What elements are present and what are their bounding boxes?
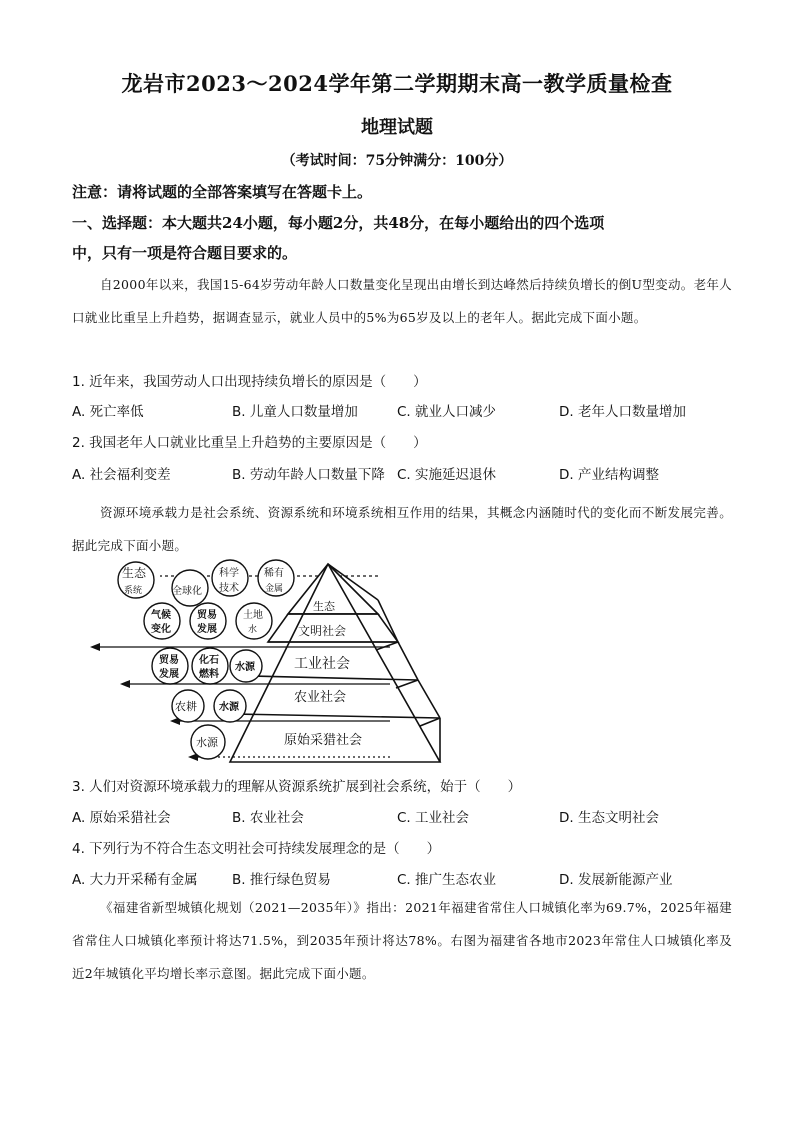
tier-edge-4	[420, 718, 440, 726]
factor-trade-bottom: 发展	[197, 624, 217, 635]
factor-water5: 水源	[196, 736, 218, 749]
level-label-primitive: 原始采猎社会	[284, 733, 363, 748]
factor-science-bottom: 技术	[219, 583, 239, 594]
arrow-head-2	[90, 643, 100, 651]
factor-ecosystem-bottom: 系统	[124, 586, 143, 596]
q3-option-b[interactable]: B. 农业社会	[232, 810, 304, 826]
factor-row-3	[152, 648, 262, 684]
exam-title: 龙岩市2023～2024学年第二学期期末高一教学质量检查	[121, 71, 673, 96]
q3-option-d[interactable]: D. 生态文明社会	[559, 810, 659, 826]
q4-option-c[interactable]: C. 推广生态农业	[397, 872, 497, 888]
notice: 注意：请将试题的全部答案填写在答题卡上。	[72, 183, 373, 201]
factor-climate-top: 气候	[151, 610, 171, 621]
factor-land-top: 土地	[243, 610, 263, 621]
factor-farming: 农耕	[175, 700, 197, 713]
tier-divider-4	[235, 714, 440, 718]
factor-trade2-bottom: 发展	[159, 669, 179, 680]
q2-option-c[interactable]: C. 实施延迟退休	[397, 467, 497, 483]
material-paragraph-3: 《福建省新型城镇化规划（2021—2035年）》指出：2021年福建省常住人口城镇化率为69.7%，2025年福建省常住人口城镇化率预计将达71.5%，到2035年预计将达78%。右图为福建省各地市2023年常住人口城镇化率及近2年城镇化平均增长率示意图。据此完成下面小题。	[72, 900, 732, 981]
pyramid-side-4	[418, 680, 440, 718]
material-paragraph-1: 自2000年以来，我国15-64岁劳动年龄人口数量变化呈现出由增长到达峰然后持续负增长的倒U型变动。老年人口就业比重呈上升趋势，据调查显示，就业人员中的5%为65岁及以上的老年人。据此完成下面小题。	[72, 277, 732, 325]
factor-rare-metal-top: 稀有	[264, 568, 284, 579]
question-3-stem: 3. 人们对资源环境承载力的理解从资源系统扩展到社会系统，始于（ ）	[72, 779, 522, 795]
question-1-stem: 1. 近年来，我国劳动人口出现持续负增长的原因是（ ）	[72, 374, 427, 390]
q2-option-a[interactable]: A. 社会福利变差	[72, 467, 171, 483]
factor-land-bottom: 水	[248, 625, 258, 635]
level-label-ecological: 文明社会	[298, 624, 347, 638]
material-paragraph-2: 资源环境承载力是社会系统、资源系统和环境系统相互作用的结果，其概念内涵随时代的变化而不断发展完善。据此完成下面小题。	[72, 505, 732, 553]
q1-option-c[interactable]: C. 就业人口减少	[397, 404, 497, 420]
level-label-agricultural: 农业社会	[294, 690, 347, 705]
factor-trade-top: 贸易	[197, 610, 217, 621]
factor-trade2-top: 贸易	[159, 655, 179, 666]
q4-option-d[interactable]: D. 发展新能源产业	[559, 872, 673, 888]
q4-option-a[interactable]: A. 大力开采稀有金属	[72, 872, 198, 888]
question-3-options	[72, 806, 732, 826]
factor-ecosystem-top: 生态	[122, 566, 147, 580]
q4-option-b[interactable]: B. 推行绿色贸易	[232, 872, 331, 888]
q2-option-d[interactable]: D. 产业结构调整	[559, 467, 659, 483]
factor-row-5	[191, 725, 225, 759]
section-heading-line2: 中，只有一项是符合题目要求的。	[72, 244, 298, 262]
q1-option-a[interactable]: A. 死亡率低	[72, 404, 144, 420]
factor-fossil-top: 化石	[199, 655, 219, 666]
factor-rare-metal-bottom: 金属	[265, 584, 284, 594]
factor-climate-bottom: 变化	[151, 624, 171, 635]
factor-science-top: 科学	[219, 568, 239, 579]
subject-title: 地理试题	[361, 117, 433, 138]
q3-option-c[interactable]: C. 工业社会	[397, 810, 470, 826]
factor-row-4	[172, 690, 246, 722]
level-label-industrial: 工业社会	[294, 656, 350, 672]
factor-row-2	[144, 603, 272, 639]
factor-fossil-bottom: 燃料	[199, 669, 219, 680]
level-label-top: 生态	[313, 600, 335, 613]
resource-carrying-capacity-diagram	[80, 556, 480, 768]
question-4-options	[72, 868, 732, 888]
question-4-stem: 4. 下列行为不符合生态文明社会可持续发展理念的是（ ）	[72, 841, 441, 857]
tier-edge-3	[396, 680, 418, 688]
q1-option-b[interactable]: B. 儿童人口数量增加	[232, 404, 358, 420]
q1-option-d[interactable]: D. 老年人口数量增加	[559, 404, 686, 420]
section-heading-line1: 一、选择题：本大题共24小题，每小题2分，共48分，在每小题给出的四个选项	[72, 214, 605, 232]
factor-row-1	[118, 560, 294, 606]
arrow-head-3	[120, 680, 130, 688]
q2-option-b[interactable]: B. 劳动年龄人口数量下降	[232, 467, 385, 483]
pyramid-side-3	[398, 642, 418, 680]
exam-info: （考试时间：75分钟满分：100分）	[281, 153, 513, 169]
q3-option-a[interactable]: A. 原始采猎社会	[72, 810, 171, 826]
question-1-options	[72, 400, 732, 420]
factor-water3: 水源	[235, 662, 255, 673]
factor-globalization: 全球化	[172, 586, 202, 597]
question-2-stem: 2. 我国老年人口就业比重呈上升趋势的主要原因是（ ）	[72, 435, 427, 451]
question-2-options	[72, 463, 732, 483]
factor-water4: 水源	[219, 702, 239, 713]
tier-edge-2	[376, 642, 398, 650]
